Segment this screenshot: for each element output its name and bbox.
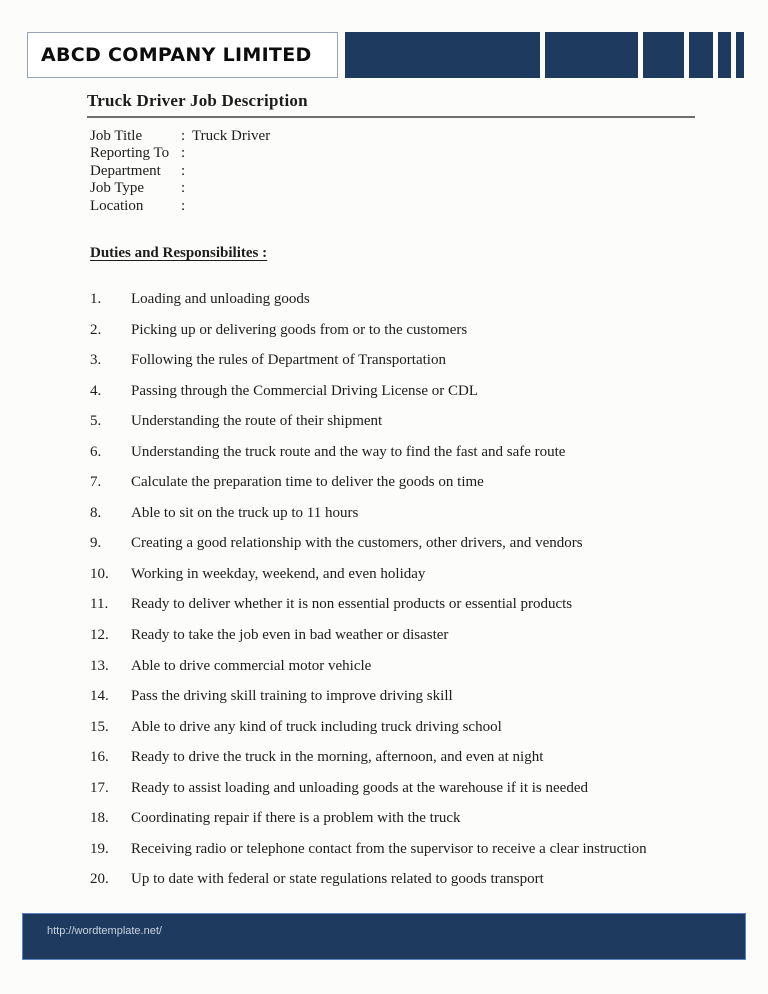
header-accent-bar xyxy=(736,32,744,78)
duty-number: 15. xyxy=(90,718,109,735)
duty-item xyxy=(90,383,718,414)
duty-text: Calculate the preparation time to deliver the goods on time xyxy=(131,474,484,491)
duty-text: Ready to deliver whether it is non essential products or essential products xyxy=(131,596,573,613)
duty-number: 8. xyxy=(90,504,102,521)
duty-item xyxy=(90,749,718,780)
header-accent-bar xyxy=(643,32,684,78)
duty-number: 1. xyxy=(90,291,102,307)
duty-item xyxy=(90,535,718,566)
company-name-box xyxy=(27,32,338,78)
footer-url: http://wordtemplate.net/ xyxy=(47,925,162,937)
duty-text: Understanding the route of their shipment xyxy=(131,413,383,430)
duty-number: 20. xyxy=(90,871,109,888)
duty-number: 18. xyxy=(90,810,109,827)
duty-item xyxy=(90,291,718,322)
field-separator: : xyxy=(181,128,186,144)
duty-number: 16. xyxy=(90,749,109,766)
duty-item xyxy=(90,505,718,536)
duty-text: Ready to take the job even in bad weather or disaster xyxy=(131,627,449,644)
duty-number: 5. xyxy=(90,413,102,430)
duty-text: Ready to assist loading and unloading goods at the warehouse if it is needed xyxy=(131,779,588,796)
document-title: Truck Driver Job Description xyxy=(87,91,695,118)
duty-item xyxy=(90,566,718,597)
header-accent-bar xyxy=(689,32,713,78)
duty-text: Up to date with federal or state regulations related to goods transport xyxy=(131,871,544,888)
duty-text: Able to sit on the truck up to 11 hours xyxy=(131,504,359,521)
field-label: Department xyxy=(90,162,161,179)
duty-number: 6. xyxy=(90,443,102,460)
duty-item xyxy=(90,719,718,750)
job-info-row xyxy=(90,180,270,197)
duty-item xyxy=(90,596,718,627)
duty-number: 12. xyxy=(90,627,109,644)
letterhead xyxy=(27,32,746,78)
duty-item xyxy=(90,474,718,505)
duty-item xyxy=(90,413,718,444)
job-info-fields xyxy=(90,128,270,215)
duties-heading: Duties and Responsibilites : xyxy=(90,245,268,261)
duty-number: 17. xyxy=(90,779,109,796)
duty-text: Receiving radio or telephone contact from the supervisor to receive a clear instruction xyxy=(131,840,647,857)
duty-text: Able to drive commercial motor vehicle xyxy=(131,657,372,674)
field-separator: : xyxy=(181,162,186,179)
company-name: ABCD COMPANY LIMITED xyxy=(41,44,312,66)
duties-list xyxy=(90,291,718,902)
duty-text: Passing through the Commercial Driving License or CDL xyxy=(131,382,479,399)
job-info-row xyxy=(90,145,270,162)
duty-item xyxy=(90,780,718,811)
duty-number: 2. xyxy=(90,321,102,338)
job-info-row xyxy=(90,163,270,180)
duty-text: Pass the driving skill training to improve driving skill xyxy=(131,688,453,705)
duty-text: Working in weekday, weekend, and even holiday xyxy=(131,565,426,582)
duty-number: 13. xyxy=(90,657,109,674)
duty-number: 7. xyxy=(90,474,102,491)
duty-number: 14. xyxy=(90,688,109,705)
duty-item xyxy=(90,444,718,475)
duty-item xyxy=(90,871,718,902)
header-accent-bar xyxy=(545,32,638,78)
duty-number: 4. xyxy=(90,382,102,399)
duty-text: Picking up or delivering goods from or to the customers xyxy=(131,321,468,338)
duty-item xyxy=(90,658,718,689)
job-info-row xyxy=(90,128,270,145)
field-separator: : xyxy=(181,180,186,197)
duty-text: Coordinating repair if there is a problem with the truck xyxy=(131,810,461,827)
header-accent-bar xyxy=(718,32,731,78)
duty-text: Able to drive any kind of truck including truck driving school xyxy=(131,718,502,735)
duty-item xyxy=(90,352,718,383)
field-value: Truck Driver xyxy=(192,128,271,144)
duty-item xyxy=(90,810,718,841)
duty-item xyxy=(90,627,718,658)
duty-text: Loading and unloading goods xyxy=(131,291,310,307)
field-label: Reporting To xyxy=(90,145,170,162)
header-accent-bars xyxy=(345,32,746,78)
duty-number: 19. xyxy=(90,840,109,857)
duty-item xyxy=(90,688,718,719)
duty-item xyxy=(90,322,718,353)
field-separator: : xyxy=(181,197,186,214)
duty-number: 10. xyxy=(90,565,109,582)
duty-text: Ready to drive the truck in the morning, afternoon, and even at night xyxy=(131,749,544,766)
field-label: Location xyxy=(90,197,144,214)
duty-number: 11. xyxy=(90,596,109,613)
field-label: Job Type xyxy=(90,180,145,197)
header-accent-bar xyxy=(345,32,540,78)
field-separator: : xyxy=(181,145,186,162)
duty-text: Creating a good relationship with the customers, other drivers, and vendors xyxy=(131,535,583,552)
duty-number: 3. xyxy=(90,352,102,369)
duty-text: Understanding the truck route and the way to find the fast and safe route xyxy=(131,443,566,460)
duty-number: 9. xyxy=(90,535,102,552)
field-label: Job Title xyxy=(90,128,143,144)
footer-bar xyxy=(22,913,746,960)
duty-text: Following the rules of Department of Transportation xyxy=(131,352,446,369)
job-info-row xyxy=(90,198,270,215)
duty-item xyxy=(90,841,718,872)
